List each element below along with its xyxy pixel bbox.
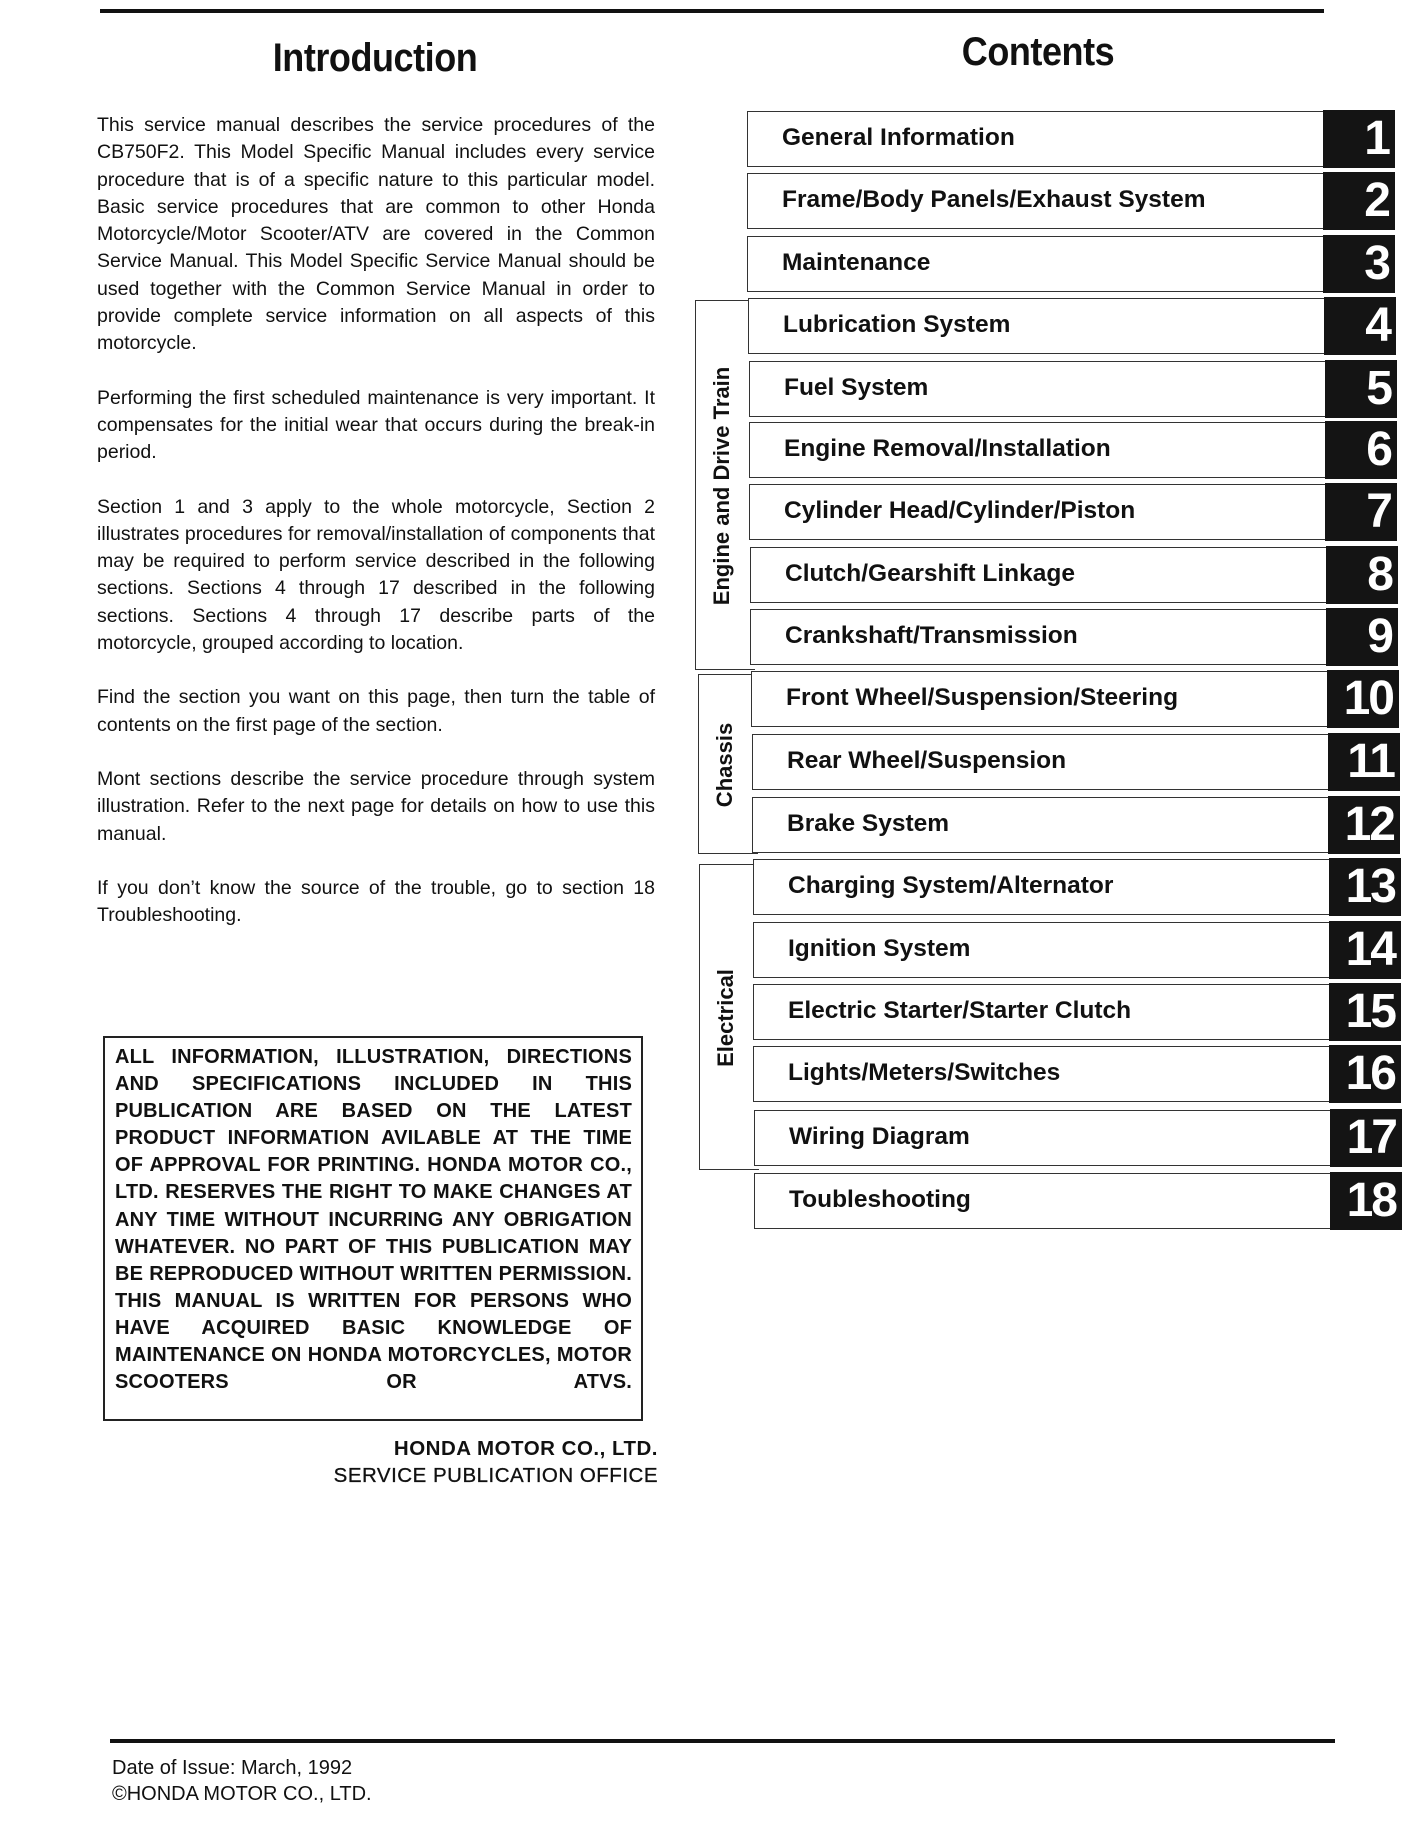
section-row-17[interactable] bbox=[754, 1110, 1400, 1166]
publisher-name: HONDA MOTOR CO., LTD. bbox=[393, 1437, 658, 1460]
section-label: Lubrication System bbox=[783, 311, 1011, 338]
group-electrical bbox=[699, 864, 759, 1170]
section-label: Rear Wheel/Suspension bbox=[787, 747, 1067, 774]
section-number-tab: 14 bbox=[1329, 921, 1401, 979]
section-number-tab: 13 bbox=[1329, 858, 1401, 916]
section-number-tab: 15 bbox=[1329, 983, 1401, 1041]
section-number-tab: 3 bbox=[1323, 235, 1395, 293]
section-row-3[interactable] bbox=[747, 236, 1393, 292]
section-row-16[interactable] bbox=[753, 1046, 1399, 1102]
section-number-tab: 9 bbox=[1326, 608, 1398, 666]
section-row-4[interactable] bbox=[748, 298, 1394, 354]
section-number-tab: 17 bbox=[1330, 1109, 1402, 1167]
section-label: Crankshaft/Transmission bbox=[785, 622, 1078, 649]
section-number-tab: 8 bbox=[1326, 546, 1398, 604]
intro-paragraph: If you don’t know the source of the trouble, go to section 18 Troubleshooting. bbox=[97, 876, 655, 927]
section-row-5[interactable] bbox=[749, 361, 1395, 417]
group-label: Electrical bbox=[713, 969, 738, 1067]
section-row-6[interactable] bbox=[749, 422, 1395, 478]
intro-paragraph: Performing the first scheduled maintenance is very important. It compensates for the initial wear that occurs during the break-in period. bbox=[97, 386, 655, 464]
footer bbox=[112, 1755, 372, 1807]
section-label: Electric Starter/Starter Clutch bbox=[788, 997, 1132, 1024]
section-label: Charging System/Alternator bbox=[788, 872, 1114, 899]
section-row-11[interactable] bbox=[752, 734, 1398, 790]
section-row-1[interactable] bbox=[747, 111, 1393, 167]
intro-paragraph: Section 1 and 3 apply to the whole motorcycle, Section 2 illustrates procedures for removal/installation of components that may be required to perform service described in the following sections. Sections 4 through 17 described in the following sections. Sections 4 through 17 describe parts of the motorcycle, grouped according to location. bbox=[97, 495, 655, 655]
section-label: Engine Removal/Installation bbox=[784, 435, 1111, 462]
section-label: Brake System bbox=[787, 810, 950, 837]
section-row-2[interactable] bbox=[747, 173, 1393, 229]
section-label: Toubleshooting bbox=[789, 1186, 971, 1213]
section-row-9[interactable] bbox=[750, 609, 1396, 665]
section-number-tab: 11 bbox=[1328, 733, 1400, 791]
section-number-tab: 5 bbox=[1325, 360, 1397, 418]
section-row-12[interactable] bbox=[752, 797, 1398, 853]
section-row-8[interactable] bbox=[750, 547, 1396, 603]
contents-title: Contents bbox=[961, 30, 1115, 74]
section-number-tab: 6 bbox=[1325, 421, 1397, 479]
publisher-block bbox=[240, 1435, 658, 1489]
introduction-title: Introduction bbox=[272, 36, 478, 80]
group-label: Engine and Drive Train bbox=[709, 366, 735, 606]
intro-paragraph: This service manual describes the service procedures of the CB750F2. This Model Specific Manual includes every service procedure that is of a specific nature to this particular model. Basic service procedures that are common to other Honda Motorcycle/Motor Scooter/ATV are covered in the Common Service Manual. This Model Specific Service Manual should be used together with the Common Service Manual in order to provide complete service information on all aspects of this motorcycle. bbox=[97, 114, 655, 355]
section-label: Cylinder Head/Cylinder/Piston bbox=[784, 497, 1136, 524]
section-number-tab: 16 bbox=[1329, 1045, 1401, 1103]
legal-notice-box: ALL INFORMATION, ILLUSTRATION, DIRECTIONS AND SPECIFICATIONS INCLUDED IN THIS PUBLICATION ARE BASED ON THE LATEST PRODUCT INFORMATION AVILABLE AT THE TIME OF APPROVAL FOR PRINTING. HONDA MOTOR CO., LTD. RESERVES THE RIGHT TO MAKE CHANGES AT ANY TIME WITHOUT INCURRING ANY OBRIGATION WHATEVER. NO PART OF THIS PUBLICATION MAY BE REPRODUCED WITHOUT WRITTEN PERMISSION. THIS MANUAL IS WRITTEN FOR PERSONS WHO HAVE ACQUIRED BASIC KNOWLEDGE OF MAINTENANCE ON HONDA MOTORCYCLES, MOTOR SCOOTERS OR ATVS. bbox=[103, 1036, 643, 1421]
section-row-10[interactable] bbox=[751, 671, 1397, 727]
group-engine-drive-train bbox=[695, 300, 755, 670]
section-label: Frame/Body Panels/Exhaust System bbox=[782, 186, 1206, 213]
date-of-issue: Date of Issue: March, 1992 bbox=[112, 1757, 353, 1779]
section-label: Ignition System bbox=[788, 935, 971, 962]
section-number-tab: 10 bbox=[1327, 670, 1399, 728]
introduction-body bbox=[97, 112, 655, 956]
section-number-tab: 18 bbox=[1330, 1172, 1402, 1230]
section-number-tab: 12 bbox=[1328, 796, 1400, 854]
section-row-7[interactable] bbox=[749, 484, 1395, 540]
publisher-office: SERVICE PUBLICATION OFFICE bbox=[333, 1464, 658, 1487]
section-row-18[interactable] bbox=[754, 1173, 1400, 1229]
intro-paragraph: Find the section you want on this page, then turn the table of contents on the first page of the section. bbox=[97, 686, 655, 736]
section-row-13[interactable] bbox=[753, 859, 1399, 915]
intro-paragraph: Mont sections describe the service procedure through system illustration. Refer to the next page for details on how to use this manual. bbox=[97, 767, 655, 845]
section-number-tab: 4 bbox=[1324, 297, 1396, 355]
bottom-rule bbox=[110, 1739, 1335, 1743]
group-label: Chassis bbox=[712, 722, 738, 808]
section-label: Wiring Diagram bbox=[789, 1123, 970, 1150]
section-label: General Information bbox=[782, 124, 1015, 151]
section-label: Clutch/Gearshift Linkage bbox=[785, 560, 1075, 587]
section-label: Front Wheel/Suspension/Steering bbox=[786, 684, 1179, 711]
section-label: Fuel System bbox=[784, 374, 929, 401]
section-row-15[interactable] bbox=[753, 984, 1399, 1040]
section-number-tab: 2 bbox=[1323, 172, 1395, 230]
section-label: Lights/Meters/Switches bbox=[788, 1059, 1061, 1086]
section-row-14[interactable] bbox=[753, 922, 1399, 978]
section-number-tab: 1 bbox=[1323, 110, 1395, 168]
top-rule bbox=[100, 9, 1324, 13]
group-chassis bbox=[698, 674, 758, 854]
section-label: Maintenance bbox=[782, 249, 931, 276]
copyright: ©HONDA MOTOR CO., LTD. bbox=[112, 1783, 372, 1805]
section-number-tab: 7 bbox=[1325, 483, 1397, 541]
